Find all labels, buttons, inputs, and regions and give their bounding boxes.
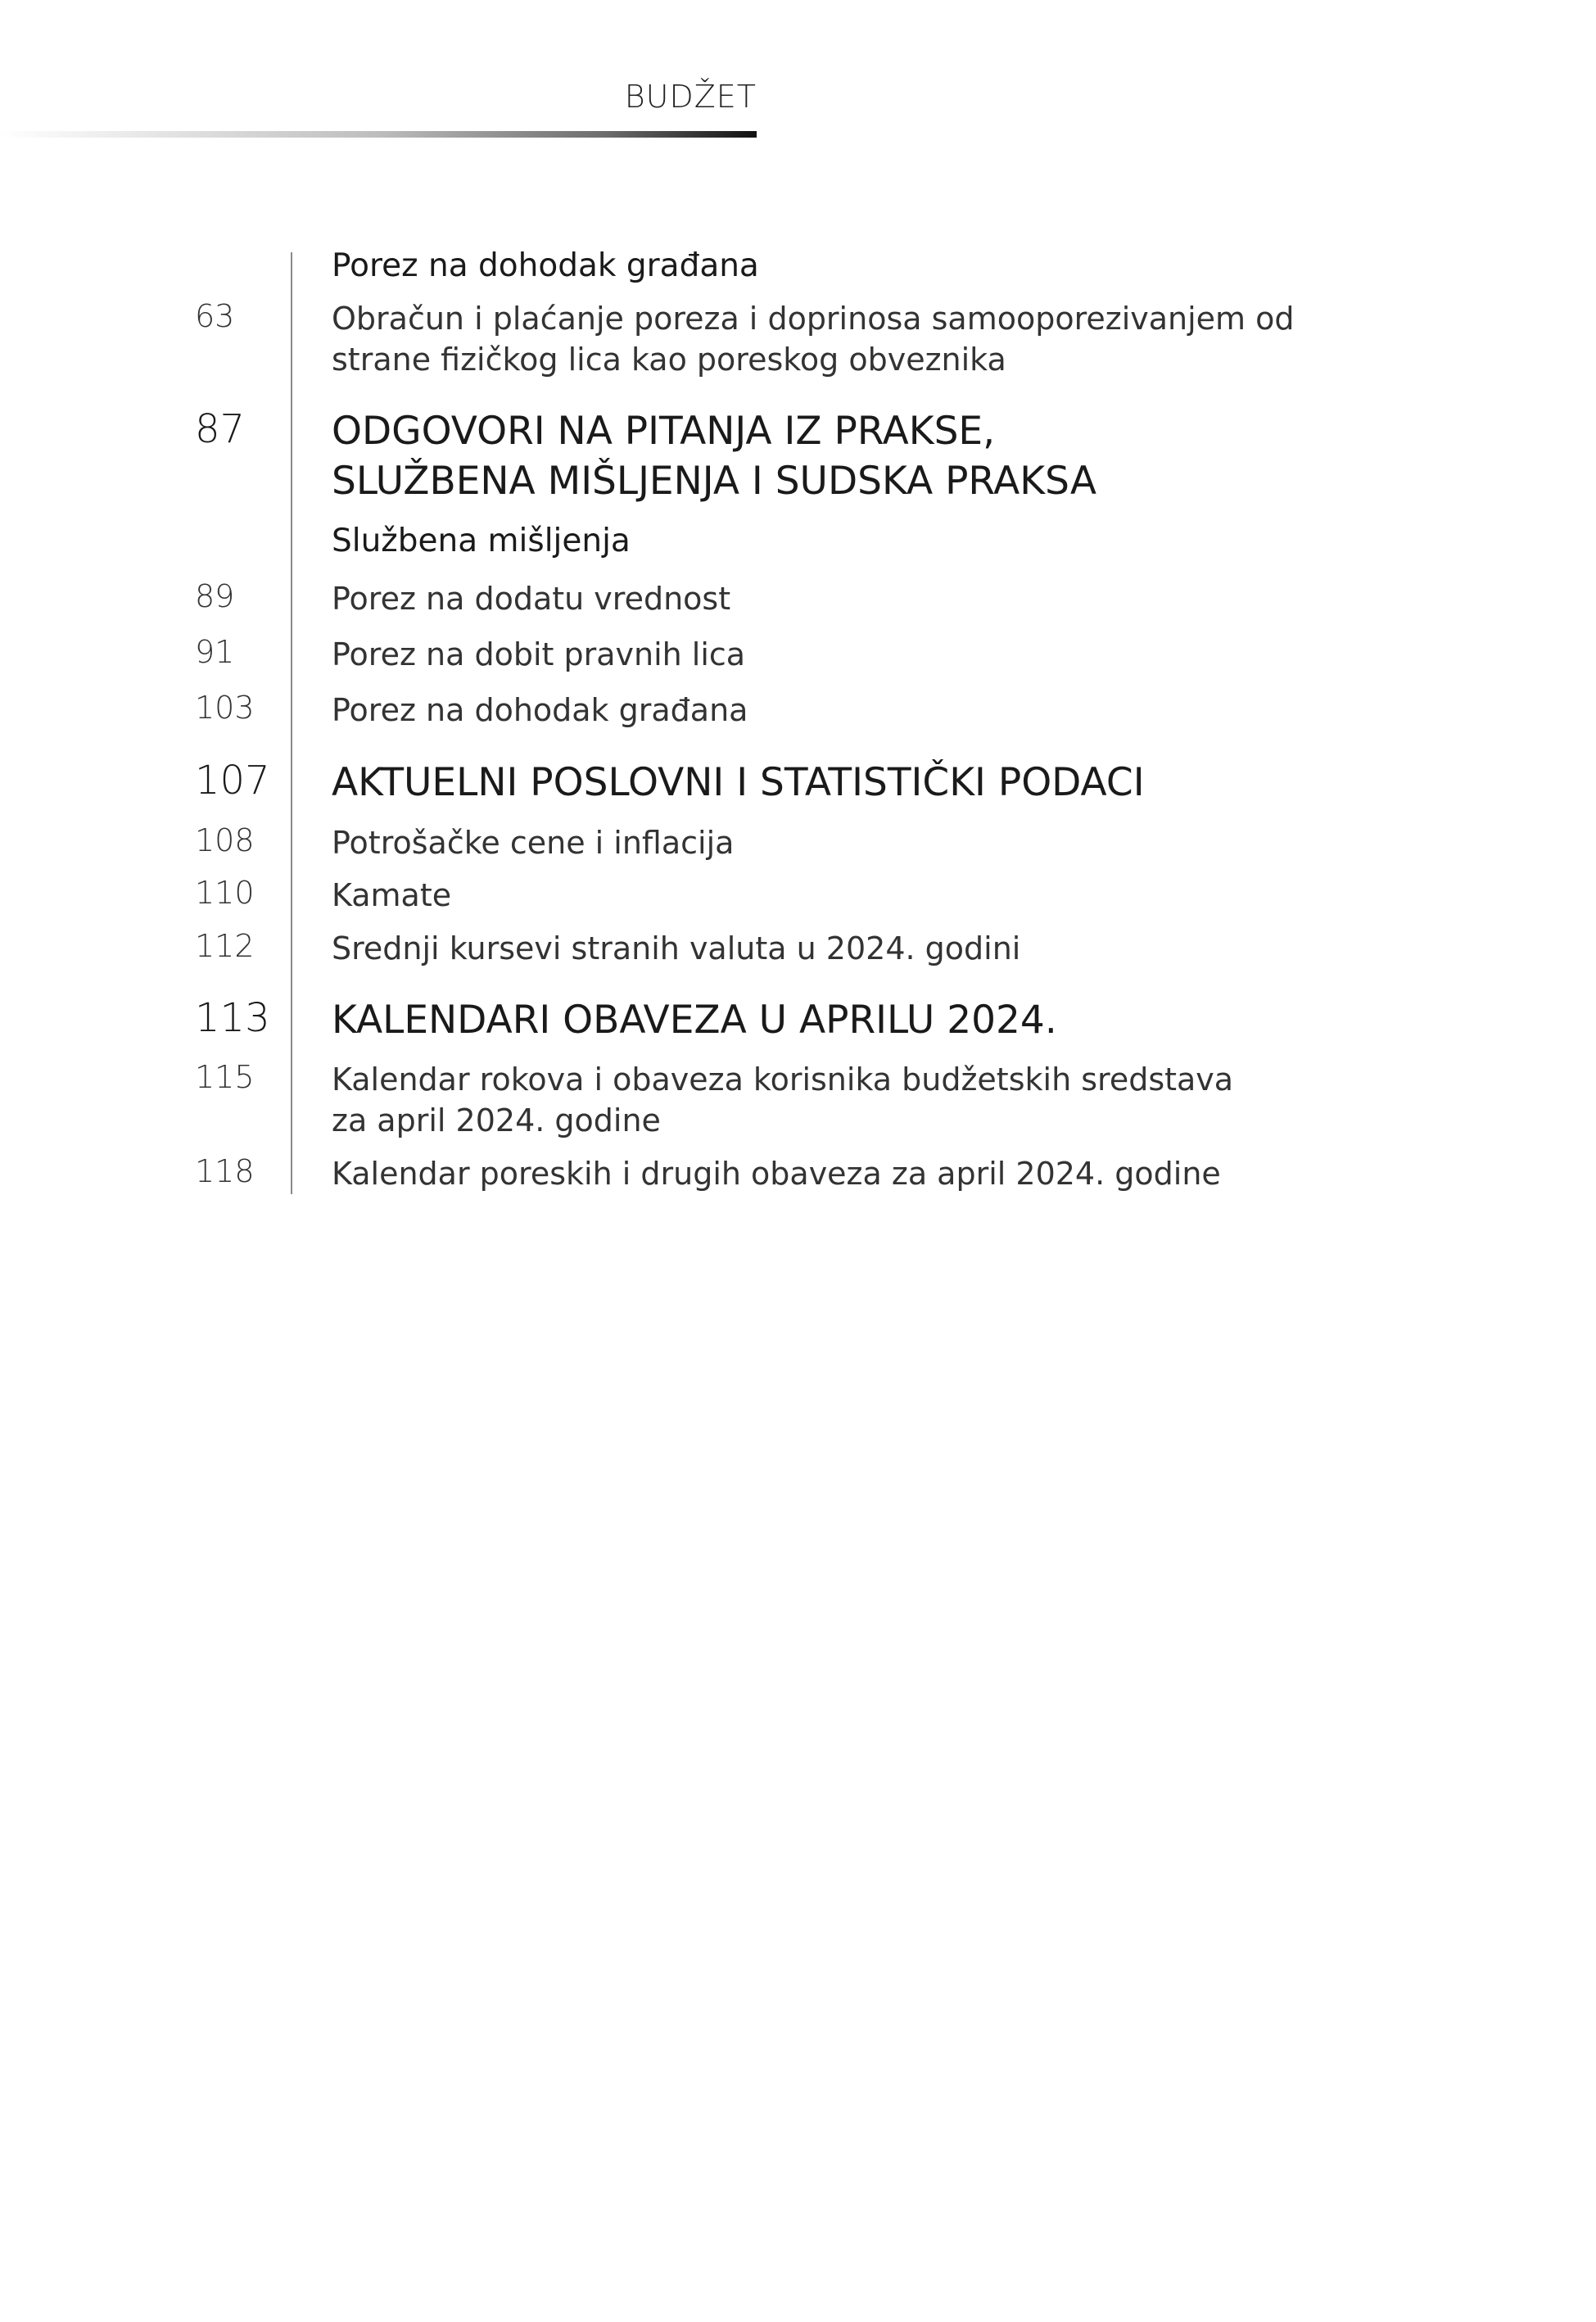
toc-entry-page: 63 [195,298,235,334]
toc-entry-page: 112 [195,928,255,964]
toc-divider-line [291,252,292,1194]
toc-entry-title-line: za april 2024. godine [332,1102,661,1138]
toc-entry-title [332,298,1295,380]
toc-entry-title: Porez na dohodak građana [332,247,759,284]
toc-entry-page: 115 [195,1059,255,1095]
toc-entry-page: 87 [195,406,246,452]
toc-entry-title [332,1059,1233,1141]
toc-entry-page: 107 [195,758,270,803]
toc-entry-page: 89 [195,578,235,614]
toc-entry-title: Potrošačke cene i inflacija [332,825,735,861]
toc-entry-title: Kamate [332,877,452,913]
toc-entry-page: 110 [195,875,255,911]
toc-entry-title-line: strane fizičkog lica kao poreskog obveznika [332,342,1006,378]
toc-entry-page: 91 [195,634,235,670]
toc-entry-title-line: SLUŽBENA MIŠLJENJA I SUDSKA PRAKSA [332,459,1096,504]
toc-entry-title [332,406,1096,506]
toc-entry-title: Kalendar poreskih i drugih obaveza za april 2024. godine [332,1156,1221,1192]
toc-entry-title: Porez na dodatu vrednost [332,581,731,617]
toc-entry-page: 103 [195,690,255,726]
toc-entry-page: 108 [195,822,255,858]
toc-entry-page: 113 [195,995,270,1041]
running-head-title: BUDŽET [624,79,757,115]
toc-entry-title: Porez na dohodak građana [332,692,748,728]
toc-entry-page: 118 [195,1153,255,1189]
toc-entry-title-line: Kalendar rokova i obaveza korisnika budžetskih sredstava [332,1061,1234,1098]
toc-entry-title: Porez na dobit pravnih lica [332,636,746,672]
toc-entry-title-line: ODGOVORI NA PITANJA IZ PRAKSE, [332,409,996,454]
toc-entry-title: Službena mišljenja [332,523,631,559]
toc-entry-title: KALENDARI OBAVEZA U APRILU 2024. [332,998,1057,1043]
toc-entry-title: Srednji kursevi stranih valuta u 2024. godini [332,930,1021,966]
toc-entry-title: AKTUELNI POSLOVNI I STATISTIČKI PODACI [332,760,1145,805]
toc-entry-title-line: Obračun i plaćanje poreza i doprinosa samooporezivanjem od [332,301,1295,337]
